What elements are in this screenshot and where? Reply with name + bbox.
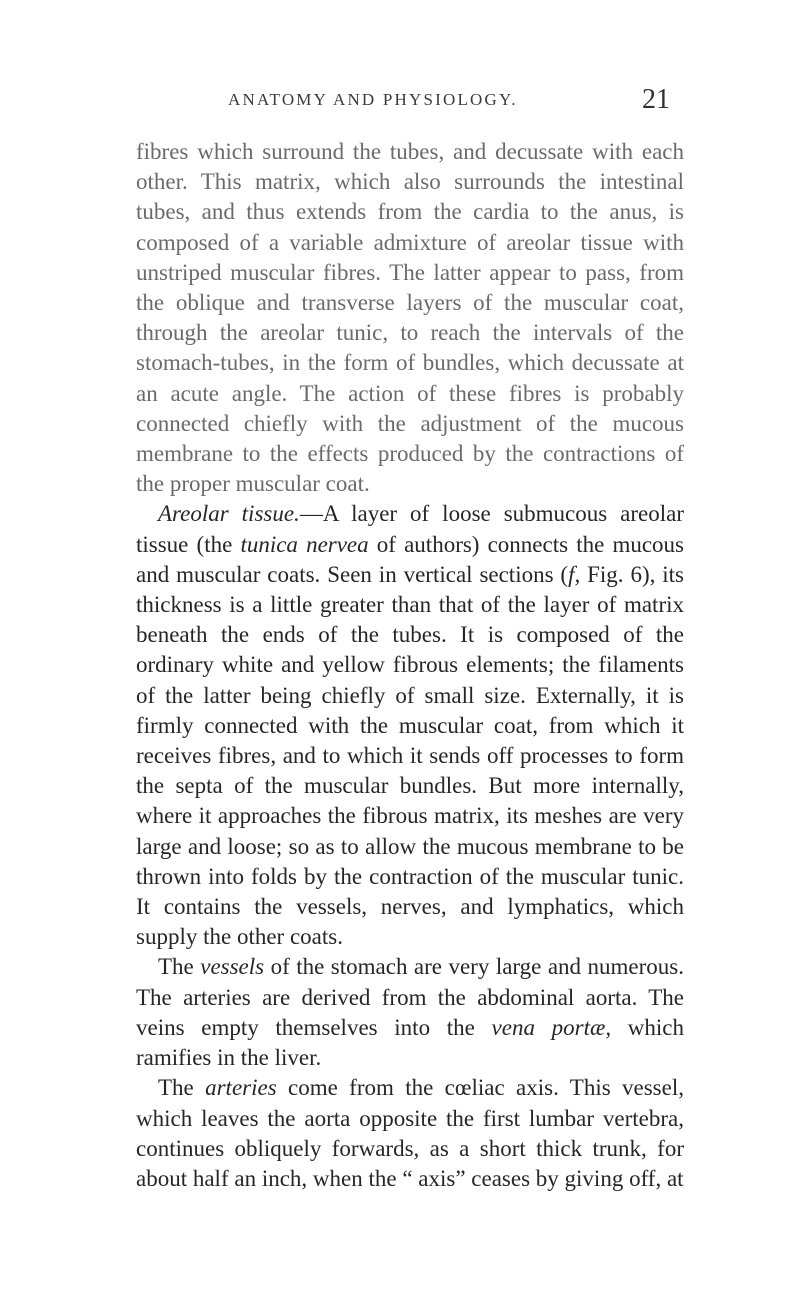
- italic-term: vessels: [200, 954, 265, 980]
- body-text: [136, 137, 684, 1194]
- paragraph-matrix-continuation: [136, 137, 684, 499]
- paragraph-text: The: [158, 954, 201, 980]
- paragraph-text: Fig. 6), its thickness is a little greater than that of the layer of matrix beneath the ends of the tubes. It is composed of the ordinary white and yellow fibrous elements; the filaments of the latter being chiefly of small size. Externally, it is firmly connected with the muscular coat, from which it receives fibres, and to which it sends off processes to form the septa of the muscular bundles. But more internally, where it approaches the fibrous matrix, its meshes are very large and loose; so as to allow the mucous membrane to be thrown into folds by the contraction of the muscular tunic. It contains the vessels, nerves, and lymphatics, which supply the other coats.: [136, 561, 684, 950]
- italic-term: tunica nervea: [240, 531, 369, 557]
- paragraph-text: The: [158, 1075, 206, 1101]
- paragraph-text: of the stomach are very large and numerous. The arteries are derived from the abdominal aorta. The veins empty themselves into the: [136, 954, 684, 1040]
- paragraph-text: fibres which surround the tubes, and decussate with each other. This matrix, which also surrounds the intestinal tubes, and thus extends from the cardia to the anus, is composed of a variable admixture of areolar tissue with unstriped muscular fibres. The latter appear to pass, from the oblique and transverse layers of the muscular coat, through the areolar tunic, to reach the intervals of the stomach-tubes, in the form of bundles, which decussate at an acute angle. The action of these fibres is probably connected chiefly with the adjustment of the mucous membrane to the effects produced by the contractions of the proper muscular coat.: [136, 139, 684, 497]
- section-heading-areolar-tissue: Areolar tissue.: [158, 501, 300, 527]
- italic-term: arteries: [205, 1075, 277, 1101]
- paragraph-text: which ramifies in the liver.: [136, 1014, 684, 1071]
- paragraph-arteries: [136, 1073, 684, 1194]
- page-number: 21: [642, 84, 670, 115]
- paragraph-text: come from the cœliac axis. This vessel, which leaves the aorta opposite the first lumbar vertebra, continues obliquely forwards, as a short thick trunk, for about half an inch, when the “ axis” ceases by giving off, at: [136, 1075, 684, 1191]
- paragraph-areolar-tissue: [136, 499, 684, 952]
- running-title: ANATOMY AND PHYSIOLOGY.: [228, 90, 518, 109]
- italic-figure-ref: f,: [568, 561, 581, 587]
- italic-term: vena portæ,: [491, 1014, 612, 1040]
- paragraph-vessels: [136, 952, 684, 1073]
- paragraph-text: —A layer of loose submucous areolar tissue (the: [136, 501, 684, 557]
- page-header: [0, 84, 800, 118]
- paragraph-text: of authors) connects the mucous and muscular coats. Seen in vertical sections (: [136, 531, 684, 587]
